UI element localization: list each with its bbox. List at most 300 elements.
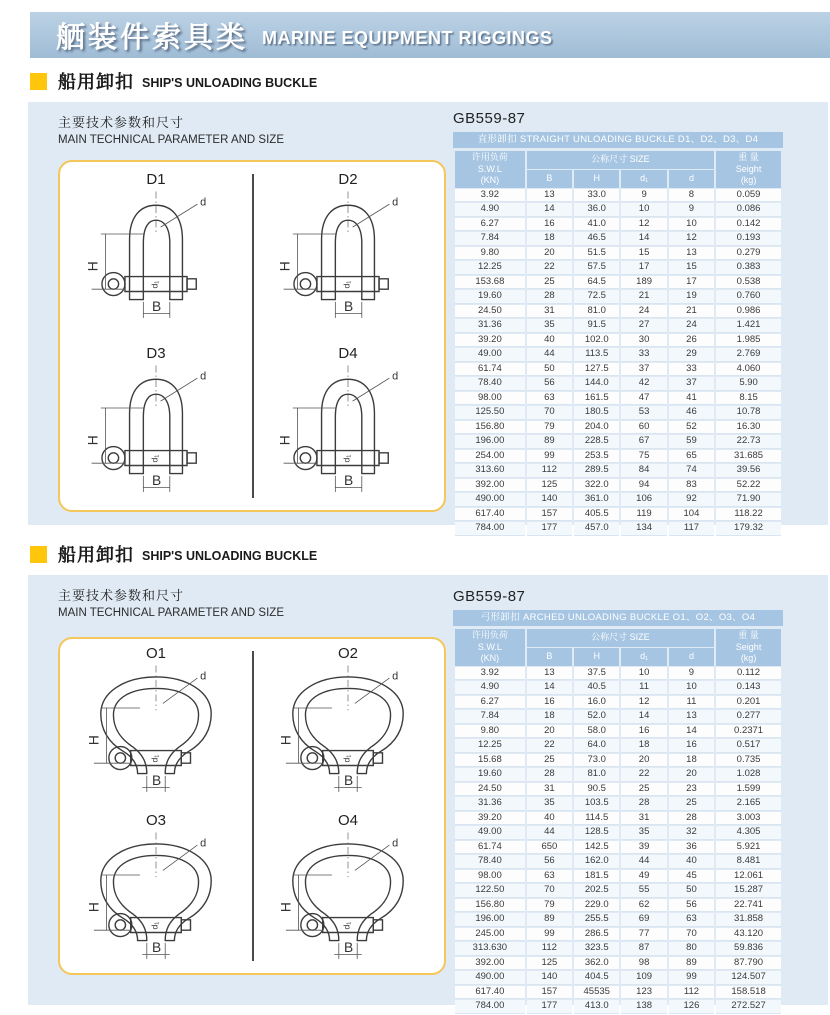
table-cell: 156.80	[455, 899, 525, 913]
table-row	[455, 261, 781, 275]
table-cell: 323.5	[574, 942, 619, 956]
shackle-panel-d1	[60, 162, 252, 336]
table-row	[455, 957, 781, 971]
table-cell: 87.790	[716, 957, 781, 971]
table-cell: 196.00	[455, 435, 525, 449]
shackle-variant-label: D3	[146, 345, 166, 362]
table-header	[455, 629, 781, 666]
table-cell: 157	[527, 508, 572, 522]
yellow-bullet-icon	[30, 546, 47, 563]
table-cell: 1.985	[716, 334, 781, 348]
table-cell: 19.60	[455, 290, 525, 304]
table-cell: 60	[621, 421, 666, 435]
shackle-panel-o2	[252, 639, 444, 806]
dee-shackle-drawing	[264, 362, 432, 500]
table-cell: 69	[621, 913, 666, 927]
table-cell: 21	[669, 305, 714, 319]
table-cell: 313.60	[455, 464, 525, 478]
table-cell: 10	[669, 218, 714, 232]
table-cell: 29	[669, 348, 714, 362]
col-header-size	[527, 151, 714, 169]
table-cell: 361.0	[574, 493, 619, 507]
table-cell: 392.00	[455, 957, 525, 971]
table-row	[455, 450, 781, 464]
table-body	[455, 189, 781, 536]
table-cell: 3.92	[455, 189, 525, 203]
table-cell: 75	[621, 450, 666, 464]
table-cell: 0.735	[716, 754, 781, 768]
table-cell: 64.5	[574, 276, 619, 290]
spec-table-arched	[453, 610, 783, 1015]
table-cell: 21	[621, 290, 666, 304]
bow-shackle-drawing	[72, 829, 240, 967]
col-header-d: d	[669, 648, 714, 666]
table-cell: 177	[527, 1000, 572, 1014]
table-cell: 2.769	[716, 348, 781, 362]
table-cell: 24	[669, 319, 714, 333]
table-row	[455, 754, 781, 768]
table-cell: 180.5	[574, 406, 619, 420]
table-cell: 32	[669, 826, 714, 840]
table-cell: 20	[669, 768, 714, 782]
table-cell: 14	[527, 203, 572, 217]
shackle-variant-label: D1	[146, 171, 166, 188]
table-cell: 20	[527, 725, 572, 739]
table-cell: 89	[669, 957, 714, 971]
col-header-b: B	[527, 648, 572, 666]
table-cell: 61.74	[455, 363, 525, 377]
table-cell: 12	[621, 218, 666, 232]
table-row	[455, 826, 781, 840]
param-title-zh: 主要技术参数和尺寸	[58, 115, 185, 130]
table-cell: 45535	[574, 986, 619, 1000]
table-cell: 49	[621, 870, 666, 884]
table-header	[455, 151, 781, 188]
section-title-zh: 船用卸扣	[58, 545, 134, 565]
table-cell: 784.00	[455, 522, 525, 536]
table-cell: 7.84	[455, 710, 525, 724]
param-title-block	[58, 112, 284, 146]
table-cell: 81.0	[574, 768, 619, 782]
table-cell: 11	[621, 681, 666, 695]
col-header-d1: d₁	[621, 170, 666, 188]
table-cell: 0.517	[716, 739, 781, 753]
table-title: 弓形卸扣 ARCHED UNLOADING BUCKLE O1、O2、O3、O4	[453, 610, 783, 626]
table-cell: 144.0	[574, 377, 619, 391]
standard-number: GB559-87	[453, 110, 526, 127]
table-cell: 30	[621, 334, 666, 348]
table-cell: 0.986	[716, 305, 781, 319]
shackle-panel-d4	[252, 336, 444, 510]
table-cell: 50	[527, 363, 572, 377]
table-row	[455, 928, 781, 942]
table-cell: 12.25	[455, 739, 525, 753]
table-cell: 62	[621, 899, 666, 913]
table-cell: 19.60	[455, 768, 525, 782]
table-row	[455, 203, 781, 217]
table-cell: 36	[669, 841, 714, 855]
table-cell: 24	[621, 305, 666, 319]
standard-number: GB559-87	[453, 588, 526, 605]
table-cell: 112	[527, 464, 572, 478]
table-cell: 70	[669, 928, 714, 942]
table-cell: 41.0	[574, 218, 619, 232]
table-row	[455, 870, 781, 884]
table-cell: 104	[669, 508, 714, 522]
dee-shackle-drawing	[72, 362, 240, 500]
table-cell: 22.741	[716, 899, 781, 913]
table-cell: 2.165	[716, 797, 781, 811]
table-cell: 134	[621, 522, 666, 536]
table-cell: 56	[527, 377, 572, 391]
param-title-block	[58, 585, 284, 619]
table-row	[455, 377, 781, 391]
table-cell: 13	[527, 189, 572, 203]
table-cell: 6.27	[455, 218, 525, 232]
table-cell: 158.518	[716, 986, 781, 1000]
table-cell: 15.287	[716, 884, 781, 898]
table-cell: 0.760	[716, 290, 781, 304]
table-cell: 784.00	[455, 1000, 525, 1014]
spec-table-straight	[453, 132, 783, 537]
table-cell: 0.112	[716, 667, 781, 681]
table-cell: 0.277	[716, 710, 781, 724]
table-cell: 286.5	[574, 928, 619, 942]
bow-shackle-drawing	[264, 829, 432, 967]
table-cell: 126	[669, 1000, 714, 1014]
table-row	[455, 232, 781, 246]
table-cell: 6.27	[455, 696, 525, 710]
table-cell: 142.5	[574, 841, 619, 855]
table-cell: 31.858	[716, 913, 781, 927]
table-cell: 10	[621, 667, 666, 681]
table-cell: 0.201	[716, 696, 781, 710]
table-cell: 179.32	[716, 522, 781, 536]
table-cell: 50	[669, 884, 714, 898]
section-straight-buckle	[28, 102, 828, 533]
table-cell: 123	[621, 986, 666, 1000]
table-cell: 392.00	[455, 479, 525, 493]
dee-shackle-drawing	[72, 188, 240, 326]
table-cell: 177	[527, 522, 572, 536]
table-cell: 80	[669, 942, 714, 956]
size-zh: 公称尺寸	[591, 154, 628, 165]
table-cell: 87	[621, 942, 666, 956]
table-row	[455, 971, 781, 985]
table-cell: 52.0	[574, 710, 619, 724]
table-row	[455, 783, 781, 797]
table-cell: 70	[527, 406, 572, 420]
table-row	[455, 913, 781, 927]
table-row	[455, 493, 781, 507]
table-cell: 39.56	[716, 464, 781, 478]
table-cell: 0.142	[716, 218, 781, 232]
table-cell: 0.279	[716, 247, 781, 261]
table-cell: 28	[527, 290, 572, 304]
col-header-d1: d₁	[621, 648, 666, 666]
weight-unit: (kg)	[740, 175, 757, 185]
col-header-b: B	[527, 170, 572, 188]
table-cell: 78.40	[455, 855, 525, 869]
table-cell: 20	[527, 247, 572, 261]
table-cell: 51.5	[574, 247, 619, 261]
table-cell: 25	[527, 276, 572, 290]
table-cell: 128.5	[574, 826, 619, 840]
shackle-variant-label: D2	[338, 171, 358, 188]
table-row	[455, 435, 781, 449]
col-header-d: d	[669, 170, 714, 188]
table-cell: 31	[527, 783, 572, 797]
table-cell: 17	[669, 276, 714, 290]
table-cell: 47	[621, 392, 666, 406]
table-cell: 650	[527, 841, 572, 855]
swl-en: S.W.L	[477, 641, 502, 652]
shackle-panel-d2	[252, 162, 444, 336]
shackle-variant-label: O4	[337, 811, 358, 829]
table-cell: 22.73	[716, 435, 781, 449]
table-cell: 13	[527, 667, 572, 681]
table-cell: 322.0	[574, 479, 619, 493]
table-cell: 181.5	[574, 870, 619, 884]
yellow-bullet-icon	[30, 73, 47, 90]
table-row	[455, 392, 781, 406]
table-cell: 78.40	[455, 377, 525, 391]
banner-title-en: MARINE EQUIPMENT RIGGINGS	[262, 27, 553, 48]
table-cell: 16	[669, 739, 714, 753]
shackle-panel-o3	[60, 806, 252, 973]
col-header-h: H	[574, 170, 619, 188]
size-en: SIZE	[629, 154, 650, 165]
table-cell: 31.36	[455, 797, 525, 811]
table-cell: 5.90	[716, 377, 781, 391]
table-cell: 12	[669, 232, 714, 246]
table-cell: 153.68	[455, 276, 525, 290]
table-cell: 39.20	[455, 812, 525, 826]
table-cell: 617.40	[455, 986, 525, 1000]
table-cell: 229.0	[574, 899, 619, 913]
table-cell: 22	[527, 739, 572, 753]
col-header-h: H	[574, 648, 619, 666]
table-cell: 40	[527, 334, 572, 348]
table-row	[455, 276, 781, 290]
table-cell: 18	[527, 710, 572, 724]
table-cell: 31	[621, 812, 666, 826]
table-cell: 35	[527, 797, 572, 811]
table-cell: 16.30	[716, 421, 781, 435]
table-cell: 72.5	[574, 290, 619, 304]
table-cell: 4.90	[455, 203, 525, 217]
table-cell: 0.383	[716, 261, 781, 275]
table-cell: 106	[621, 493, 666, 507]
table-cell: 44	[527, 826, 572, 840]
spec-table	[453, 628, 783, 1015]
swl-en: S.W.L	[477, 163, 502, 174]
table-cell: 15.68	[455, 754, 525, 768]
table-row	[455, 508, 781, 522]
table-cell: 67	[621, 435, 666, 449]
table-cell: 490.00	[455, 971, 525, 985]
shackle-variant-label: O2	[337, 644, 358, 662]
table-cell: 0.059	[716, 189, 781, 203]
table-row	[455, 841, 781, 855]
table-cell: 59	[669, 435, 714, 449]
table-cell: 10	[621, 203, 666, 217]
table-cell: 25	[621, 783, 666, 797]
table-cell: 202.5	[574, 884, 619, 898]
table-cell: 1.028	[716, 768, 781, 782]
table-cell: 0.193	[716, 232, 781, 246]
table-cell: 313.630	[455, 942, 525, 956]
table-cell: 4.060	[716, 363, 781, 377]
table-cell: 14	[527, 681, 572, 695]
table-row	[455, 768, 781, 782]
table-cell: 9	[621, 189, 666, 203]
table-row	[455, 667, 781, 681]
table-cell: 83	[669, 479, 714, 493]
table-cell: 102.0	[574, 334, 619, 348]
table-row	[455, 464, 781, 478]
table-cell: 0.143	[716, 681, 781, 695]
table-cell: 31	[527, 305, 572, 319]
table-cell: 35	[527, 319, 572, 333]
diagram-box-dee-shackles	[58, 160, 446, 512]
table-cell: 55	[621, 884, 666, 898]
table-cell: 112	[669, 986, 714, 1000]
table-cell: 3.003	[716, 812, 781, 826]
bow-shackle-drawing	[264, 662, 432, 800]
size-zh: 公称尺寸	[591, 632, 628, 643]
table-cell: 117	[669, 522, 714, 536]
table-cell: 94	[621, 479, 666, 493]
table-cell: 1.421	[716, 319, 781, 333]
col-header-weight	[716, 151, 781, 188]
table-cell: 1.599	[716, 783, 781, 797]
table-cell: 253.5	[574, 450, 619, 464]
table-cell: 36.0	[574, 203, 619, 217]
table-cell: 255.5	[574, 913, 619, 927]
weight-unit: (kg)	[740, 653, 757, 663]
table-cell: 14	[621, 232, 666, 246]
table-cell: 13	[669, 247, 714, 261]
table-row	[455, 479, 781, 493]
table-cell: 89	[527, 913, 572, 927]
table-cell: 52	[669, 421, 714, 435]
table-cell: 16	[527, 696, 572, 710]
table-cell: 37	[621, 363, 666, 377]
table-cell: 9.80	[455, 247, 525, 261]
table-cell: 125	[527, 479, 572, 493]
table-cell: 46	[669, 406, 714, 420]
table-cell: 13	[669, 710, 714, 724]
table-cell: 28	[621, 797, 666, 811]
table-cell: 124.507	[716, 971, 781, 985]
table-cell: 98.00	[455, 870, 525, 884]
table-row	[455, 305, 781, 319]
table-cell: 140	[527, 493, 572, 507]
section-title-en: SHIP'S UNLOADING BUCKLE	[142, 548, 318, 563]
table-cell: 98	[621, 957, 666, 971]
table-row	[455, 681, 781, 695]
table-cell: 7.84	[455, 232, 525, 246]
table-cell: 11	[669, 696, 714, 710]
table-cell: 162.0	[574, 855, 619, 869]
table-row	[455, 522, 781, 536]
table-cell: 289.5	[574, 464, 619, 478]
table-cell: 5.921	[716, 841, 781, 855]
table-cell: 37	[669, 377, 714, 391]
table-cell: 49.00	[455, 348, 525, 362]
table-cell: 77	[621, 928, 666, 942]
table-cell: 457.0	[574, 522, 619, 536]
table-cell: 44	[527, 348, 572, 362]
swl-zh: 许用负荷	[471, 152, 508, 162]
table-row	[455, 812, 781, 826]
table-row	[455, 334, 781, 348]
table-cell: 14	[621, 710, 666, 724]
section-heading-straight-buckle	[30, 68, 830, 94]
table-cell: 196.00	[455, 913, 525, 927]
table-row	[455, 319, 781, 333]
table-cell: 10	[669, 681, 714, 695]
table-cell: 53	[621, 406, 666, 420]
table-cell: 0.538	[716, 276, 781, 290]
table-cell: 27	[621, 319, 666, 333]
table-cell: 24.50	[455, 305, 525, 319]
table-cell: 37.5	[574, 667, 619, 681]
table-cell: 99	[527, 450, 572, 464]
table-cell: 31.685	[716, 450, 781, 464]
table-cell: 15	[621, 247, 666, 261]
shackle-variant-label: D4	[338, 345, 358, 362]
table-row	[455, 986, 781, 1000]
table-cell: 33.0	[574, 189, 619, 203]
table-cell: 99	[669, 971, 714, 985]
table-cell: 56	[527, 855, 572, 869]
section-heading-arched-buckle	[30, 541, 830, 567]
table-cell: 404.5	[574, 971, 619, 985]
table-cell: 63	[527, 392, 572, 406]
table-cell: 39	[621, 841, 666, 855]
table-cell: 73.0	[574, 754, 619, 768]
table-cell: 125	[527, 957, 572, 971]
shackle-variant-label: O1	[145, 644, 166, 662]
table-cell: 16	[621, 725, 666, 739]
bow-shackle-drawing	[72, 662, 240, 800]
param-title-en: MAIN TECHNICAL PARAMETER AND SIZE	[58, 134, 284, 146]
col-header-swl	[455, 151, 525, 188]
col-header-swl	[455, 629, 525, 666]
table-cell: 413.0	[574, 1000, 619, 1014]
table-cell: 140	[527, 971, 572, 985]
table-row	[455, 942, 781, 956]
table-cell: 9	[669, 203, 714, 217]
table-cell: 56	[669, 899, 714, 913]
table-row	[455, 884, 781, 898]
table-row	[455, 725, 781, 739]
table-cell: 204.0	[574, 421, 619, 435]
table-row	[455, 189, 781, 203]
table-cell: 43.120	[716, 928, 781, 942]
weight-en: Seight	[735, 163, 762, 174]
banner-title-zh: 舾装件索具类	[56, 21, 249, 54]
table-cell: 4.305	[716, 826, 781, 840]
table-cell: 405.5	[574, 508, 619, 522]
table-cell: 3.92	[455, 667, 525, 681]
col-header-size	[527, 629, 714, 647]
table-cell: 8.481	[716, 855, 781, 869]
table-cell: 362.0	[574, 957, 619, 971]
table-cell: 70	[527, 884, 572, 898]
